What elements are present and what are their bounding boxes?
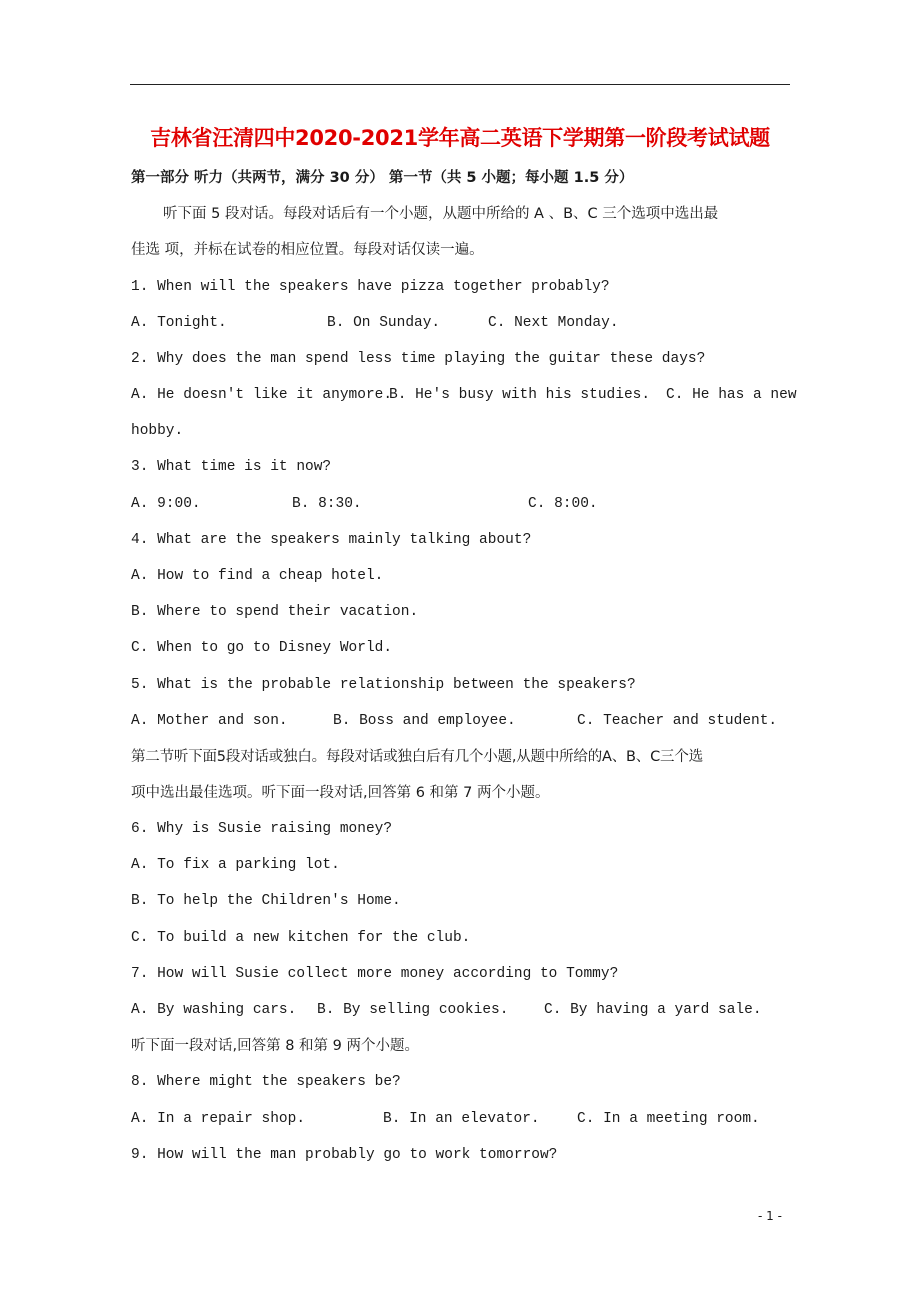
question-6: 6. Why is Susie raising money?	[131, 821, 393, 837]
q3-option-c: C. 8:00.	[528, 496, 598, 512]
section2-instructions-line1: 第二节听下面5段对话或独白。每段对话或独白后有几个小题,从题中所给的A、B、C三个选	[131, 749, 703, 765]
q2-option-a: A. He doesn't like it anymore.	[131, 387, 393, 403]
q6-option-c: C. To build a new kitchen for the club.	[131, 930, 471, 946]
q6-option-a: A. To fix a parking lot.	[131, 857, 340, 873]
q5-option-b: B. Boss and employee.	[333, 713, 516, 729]
question-3: 3. What time is it now?	[131, 459, 332, 475]
header-rule	[130, 84, 790, 85]
q7-option-a: A. By washing cars.	[131, 1002, 297, 1018]
section2-instructions-line2: 项中选出最佳选项。听下面一段对话,回答第 6 和第 7 两个小题。	[131, 785, 550, 801]
question-7: 7. How will Susie collect more money according to Tommy?	[131, 966, 619, 982]
instructions1-line2: 佳选 项，并标在试卷的相应位置。每段对话仅读一遍。	[131, 242, 484, 258]
q1-option-c: C. Next Monday.	[488, 315, 619, 331]
q7-option-b: B. By selling cookies.	[317, 1002, 509, 1018]
instructions-q8-q9: 听下面一段对话,回答第 8 和第 9 两个小题。	[131, 1038, 419, 1054]
q3-option-a: A. 9:00.	[131, 496, 201, 512]
q1-option-b: B. On Sunday.	[327, 315, 441, 331]
question-8: 8. Where might the speakers be?	[131, 1074, 401, 1090]
section1-header: 第一部分 听力（共两节，满分 30 分） 第一节（共 5 小题；每小题 1.5 分）	[131, 170, 634, 186]
q4-option-c: C. When to go to Disney World.	[131, 640, 393, 656]
q2-option-b: B. He's busy with his studies.	[389, 387, 651, 403]
question-1: 1. When will the speakers have pizza together probably?	[131, 279, 610, 295]
q2-option-c: C. He has a new	[666, 387, 797, 403]
question-2: 2. Why does the man spend less time playing the guitar these days?	[131, 351, 706, 367]
q1-option-a: A. Tonight.	[131, 315, 227, 331]
q5-option-c: C. Teacher and student.	[577, 713, 778, 729]
q3-option-b: B. 8:30.	[292, 496, 362, 512]
q8-option-c: C. In a meeting room.	[577, 1111, 760, 1127]
question-4: 4. What are the speakers mainly talking about?	[131, 532, 532, 548]
q6-option-b: B. To help the Children's Home.	[131, 893, 401, 909]
page-number: - 1 -	[758, 1209, 782, 1223]
q8-option-b: B. In an elevator.	[383, 1111, 540, 1127]
q5-option-a: A. Mother and son.	[131, 713, 288, 729]
q7-option-c: C. By having a yard sale.	[544, 1002, 762, 1018]
instructions1-line1: 听下面 5 段对话。每段对话后有一个小题，从题中所给的 A 、B、C 三个选项中选出最	[163, 206, 719, 222]
q8-option-a: A. In a repair shop.	[131, 1111, 306, 1127]
q2-option-c-continued: hobby.	[131, 423, 184, 439]
q4-option-a: A. How to find a cheap hotel.	[131, 568, 384, 584]
page-title: 吉林省汪清四中2020-2021学年高二英语下学期第一阶段考试试题	[150, 126, 770, 150]
question-5: 5. What is the probable relationship between the speakers?	[131, 677, 636, 693]
q4-option-b: B. Where to spend their vacation.	[131, 604, 419, 620]
question-9: 9. How will the man probably go to work tomorrow?	[131, 1147, 558, 1163]
